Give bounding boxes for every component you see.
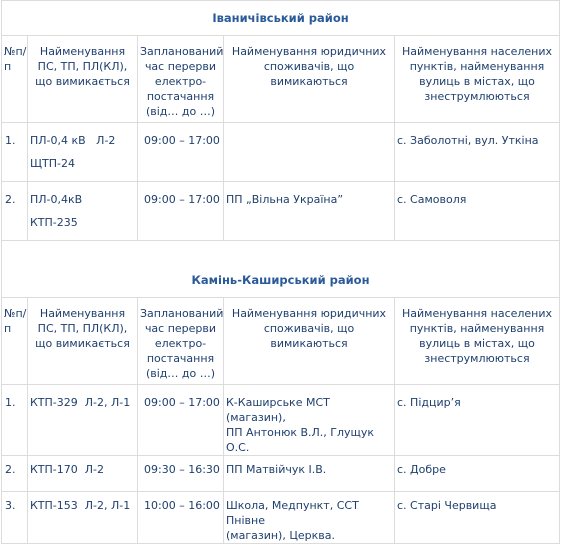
col-header-consumers: Найменування юридичних споживачів, що вимикаються — [224, 298, 395, 385]
row-consumers: ПП Матвійчук І.В. — [224, 456, 395, 492]
section-title-kamin-kashyrskyi: Камінь-Каширський район — [2, 265, 560, 298]
row-number: 1. — [2, 123, 28, 182]
row-time: 09:30 – 16:30 — [138, 456, 224, 492]
row-consumers-line1: Школа, Медпункт, ССТ Пнівне — [226, 499, 359, 527]
col-header-number: №п/п — [2, 36, 28, 123]
row-time: 09:00 – 17:00 — [138, 182, 224, 241]
table-header-row — [2, 36, 560, 123]
row-line-secondary: ЩТП-24 — [30, 157, 75, 170]
row-number: 2. — [2, 456, 28, 492]
col-header-number: №п/п — [2, 298, 28, 385]
table-row — [2, 123, 560, 182]
row-consumers — [224, 385, 395, 456]
row-consumers — [224, 123, 395, 182]
row-line — [28, 123, 138, 182]
table-row — [2, 456, 560, 492]
table-row — [2, 492, 560, 544]
row-settlements: с. Самоволя — [395, 182, 560, 241]
table-row — [2, 182, 560, 241]
row-settlements: с. Добре — [395, 456, 560, 492]
col-header-line: Найменування ПС, ТП, ПЛ(КЛ), що вимикається — [28, 298, 138, 385]
row-line: КТП-329 Л-2, Л-1 — [28, 385, 138, 456]
row-settlements: с. Заболотні, вул. Уткіна — [395, 123, 560, 182]
row-time: 10:00 – 16:00 — [138, 492, 224, 544]
row-number: 1. — [2, 385, 28, 456]
col-header-time: Запланований час перерви електро-постачання (від… до …) — [138, 36, 224, 123]
col-header-time: Запланований час перерви електро-постачання (від… до …) — [138, 298, 224, 385]
col-header-line: Найменування ПС, ТП, ПЛ(КЛ), що вимикається — [28, 36, 138, 123]
row-time: 09:00 – 17:00 — [138, 123, 224, 182]
table-header-row — [2, 298, 560, 385]
row-line: КТП-153 Л-2, Л-1 — [28, 492, 138, 544]
row-number: 2. — [2, 182, 28, 241]
row-consumers-line1: К-Каширське МСТ (магазин), — [226, 396, 330, 424]
row-settlements: с. Підцир’я — [395, 385, 560, 456]
col-header-settlements: Найменування населених пунктів, найменування вулиць в містах, що знеструмлюються — [395, 298, 560, 385]
row-line — [28, 182, 138, 241]
section-title-ivanychi: Іваничівський район — [2, 1, 560, 36]
row-consumers-line2: ПП Антонюк В.Л., Глущук О.С. — [226, 426, 375, 454]
section-spacer — [2, 241, 560, 265]
row-consumers: ПП „Вільна Україна” — [224, 182, 395, 241]
row-line-primary: ПЛ-0,4 кВ Л-2 — [30, 134, 116, 147]
row-settlements: с. Старі Червища — [395, 492, 560, 544]
row-line-secondary: КТП-235 — [30, 216, 78, 229]
row-line: КТП-170 Л-2 — [28, 456, 138, 492]
row-consumers — [224, 492, 395, 544]
row-line-primary: ПЛ-0,4кВ — [30, 193, 83, 206]
row-number: 3. — [2, 492, 28, 544]
col-header-settlements: Найменування населених пунктів, найменування вулиць в містах, що знеструмлюються — [395, 36, 560, 123]
row-time: 09:00 – 17:00 — [138, 385, 224, 456]
col-header-consumers: Найменування юридичних споживачів, що вимикаються — [224, 36, 395, 123]
row-consumers-line2: (магазин), Церква. — [226, 529, 335, 542]
outage-schedule-table — [1, 0, 560, 544]
table-row — [2, 385, 560, 456]
